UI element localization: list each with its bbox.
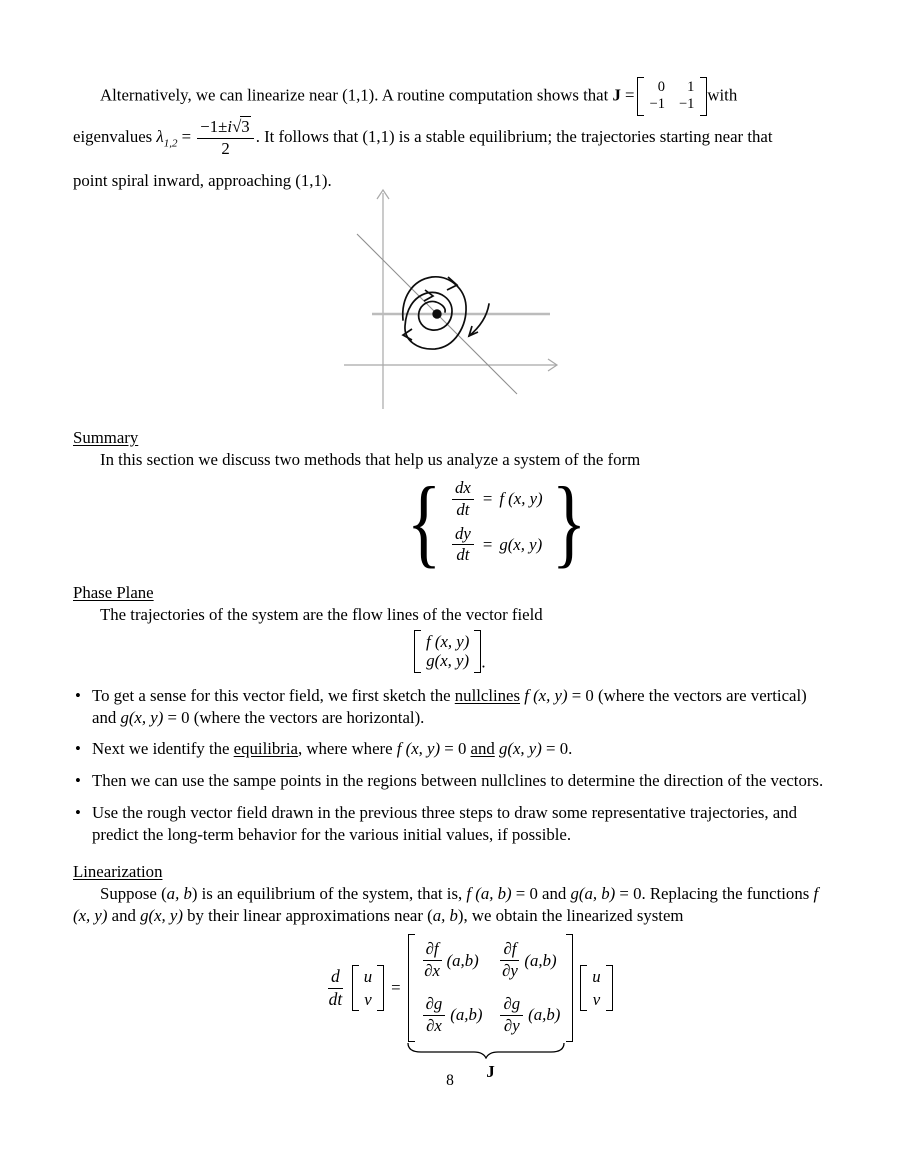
matrix-cell-dfdx: $\frac{\partial f}{\partial x}$ (a,b) (424, 939, 479, 981)
underbrace-icon (406, 1042, 566, 1059)
text: Alternatively, we can linearize near (1,1). A routine computation shows that (100, 85, 609, 105)
text: ), we obtain the linearized system (457, 906, 684, 925)
g-of-xy: g(x, y) (499, 534, 543, 554)
text: = 0 and (511, 884, 571, 903)
denominator: 2 (221, 138, 230, 158)
bullet-sample-points (73, 770, 835, 792)
right-curly-brace: } (551, 466, 586, 577)
ab-point: a, b (432, 906, 458, 925)
equilibria-term: equilibria (233, 739, 298, 758)
bullet-icon: • (75, 803, 81, 822)
dx-dt-fraction: $\frac{dx}{dt}$ (450, 479, 476, 520)
text: by their linear approximations near ( (182, 906, 433, 925)
g-of-xy: g(x, y) (120, 708, 164, 727)
left-bracket (637, 77, 644, 116)
imaginary-i: i (227, 117, 233, 136)
f-of-xy: f (x, y) (396, 739, 441, 758)
bullet-nullclines (73, 685, 835, 729)
text: = 0 (where the vectors are horizontal). (163, 708, 425, 727)
g-of-xy: g(x, y) (140, 906, 183, 925)
f-of-xy: f (x, y) (520, 686, 568, 705)
sqrt-sign: √ (232, 117, 241, 136)
matrix-cell-dgdx: $\frac{\partial g}{\partial x}$ (a,b) (421, 995, 483, 1036)
text: point spiral inward, approaching (1,1). (73, 171, 332, 190)
right-bracket (377, 965, 384, 1012)
right-bracket (606, 965, 613, 1012)
g-of-ab: g(a, b) (570, 884, 616, 903)
phase-plane-heading: Phase Plane (73, 583, 154, 602)
jacobian-matrix-large (408, 934, 574, 1081)
paragraph-linearize-line1 (73, 77, 863, 116)
jacobian-symbol: J (612, 85, 621, 105)
phase-plane-bullet-list (73, 685, 835, 855)
radicand: 3 (241, 117, 250, 136)
dy-dt-fraction: $\frac{dy}{dt}$ (450, 525, 476, 566)
text: , where where (297, 739, 397, 758)
equals-sign: = (482, 489, 493, 509)
page-number: 8 (446, 1072, 454, 1089)
v-entry: v (592, 990, 601, 1009)
left-bracket (414, 630, 421, 673)
bullet-icon: • (75, 686, 81, 705)
vector-row-f: f (x, y) (426, 632, 470, 651)
bullet-icon: • (75, 739, 81, 758)
bullet-icon: • (75, 771, 81, 790)
matrix-cell-dfdy: $\frac{\partial f}{\partial y}$ (a,b) (502, 939, 557, 981)
summary-heading: Summary (73, 428, 139, 447)
text: To get a sense for this vector field, we first sketch the (92, 686, 455, 705)
arg-ab: (a,b) (450, 1005, 483, 1025)
arg-ab: (a,b) (446, 950, 479, 970)
lambda-symbol: $\lambda_{1,2}$ (156, 127, 178, 150)
phase-plane-figure (340, 184, 572, 412)
text: eigenvalues (73, 127, 153, 147)
matrix-entry: 1 (687, 79, 695, 95)
text: = 0 (where the vectors are vertical) and (92, 686, 807, 727)
equilibrium-point (432, 309, 441, 318)
text: Suppose ( (100, 884, 167, 903)
f-of-xy: f (x, y) (499, 489, 543, 509)
and-emphasis: and (470, 739, 495, 758)
text: with (707, 85, 738, 105)
equation-dy (450, 525, 543, 566)
f-of-xy: f (x, y) (73, 884, 819, 925)
jacobian-label: J (486, 1061, 495, 1081)
linearization-heading: Linearization (73, 862, 163, 881)
left-bracket (408, 934, 415, 1041)
vector-row-g: g(x, y) (426, 651, 470, 671)
phase-plane-intro: The trajectories of the system are the flow lines of the vector field (100, 605, 543, 624)
matrix-entry: −1 (649, 96, 665, 113)
text: ) is an equilibrium of the system, that is, (191, 884, 467, 903)
d-dt-fraction: $\frac{d}{dt}$ (328, 965, 343, 1009)
text: = 0 (440, 739, 471, 758)
u-entry: u (363, 966, 373, 986)
matrix-cell-dgdy: $\frac{\partial g}{\partial y}$ (a,b) (498, 995, 560, 1036)
bullet-equilibria (73, 738, 835, 760)
text: Next we identify the (92, 739, 234, 758)
ab-point: a, b (166, 884, 192, 903)
text: = 0. (541, 739, 573, 758)
linearized-system-equation (326, 932, 613, 1081)
matrix-entry: −1 (678, 96, 695, 113)
arg-ab: (a,b) (528, 1005, 561, 1025)
jacobian-matrix (637, 77, 708, 116)
text: Use the rough vector field drawn in the previous three steps to draw some representative trajectories, and predict the long-term behavior for the various initial values, if possible. (92, 803, 798, 844)
arg-ab: (a,b) (524, 950, 557, 970)
f-of-ab: f (a, b) (466, 884, 512, 903)
text: Then we can use the sampe points in the regions between nullclines to determine the direction of the vectors. (92, 771, 824, 790)
equals-sign: = (625, 85, 635, 105)
left-curly-brace: { (406, 466, 442, 577)
bullet-rough-field (73, 802, 835, 846)
g-of-xy: g(x, y) (494, 739, 542, 758)
left-bracket (352, 965, 359, 1012)
u-entry: u (592, 966, 601, 986)
left-bracket (580, 965, 587, 1012)
text: . It follows that (1,1) is a stable equilibrium; the trajectories starting near that (255, 127, 773, 147)
linearization-paragraph (73, 883, 835, 927)
uv-vector (580, 965, 612, 1012)
period: . (481, 652, 486, 672)
equals-sign: = (391, 978, 401, 997)
summary-intro: In this section we discuss two methods that help us analyze a system of the form (100, 450, 641, 469)
equals-sign: = (482, 534, 493, 554)
v-entry: v (364, 990, 372, 1009)
equals-sign: = (181, 127, 192, 147)
matrix-entry: 0 (657, 79, 665, 95)
equation-dx (450, 479, 543, 520)
paragraph-linearize-line2 (73, 118, 873, 159)
uv-vector (352, 965, 384, 1012)
numerator-text: −1± (200, 117, 228, 136)
eigenvalue-fraction (195, 118, 255, 159)
vector-field-matrix (414, 630, 486, 673)
ode-system (400, 466, 593, 577)
right-bracket (566, 934, 573, 1041)
text: = 0. Replacing the functions (615, 884, 814, 903)
text: and (107, 906, 141, 925)
nullclines-term: nullclines (454, 686, 521, 705)
incoming-trajectory (469, 304, 489, 336)
lambda-subscript: 1,2 (163, 137, 178, 150)
